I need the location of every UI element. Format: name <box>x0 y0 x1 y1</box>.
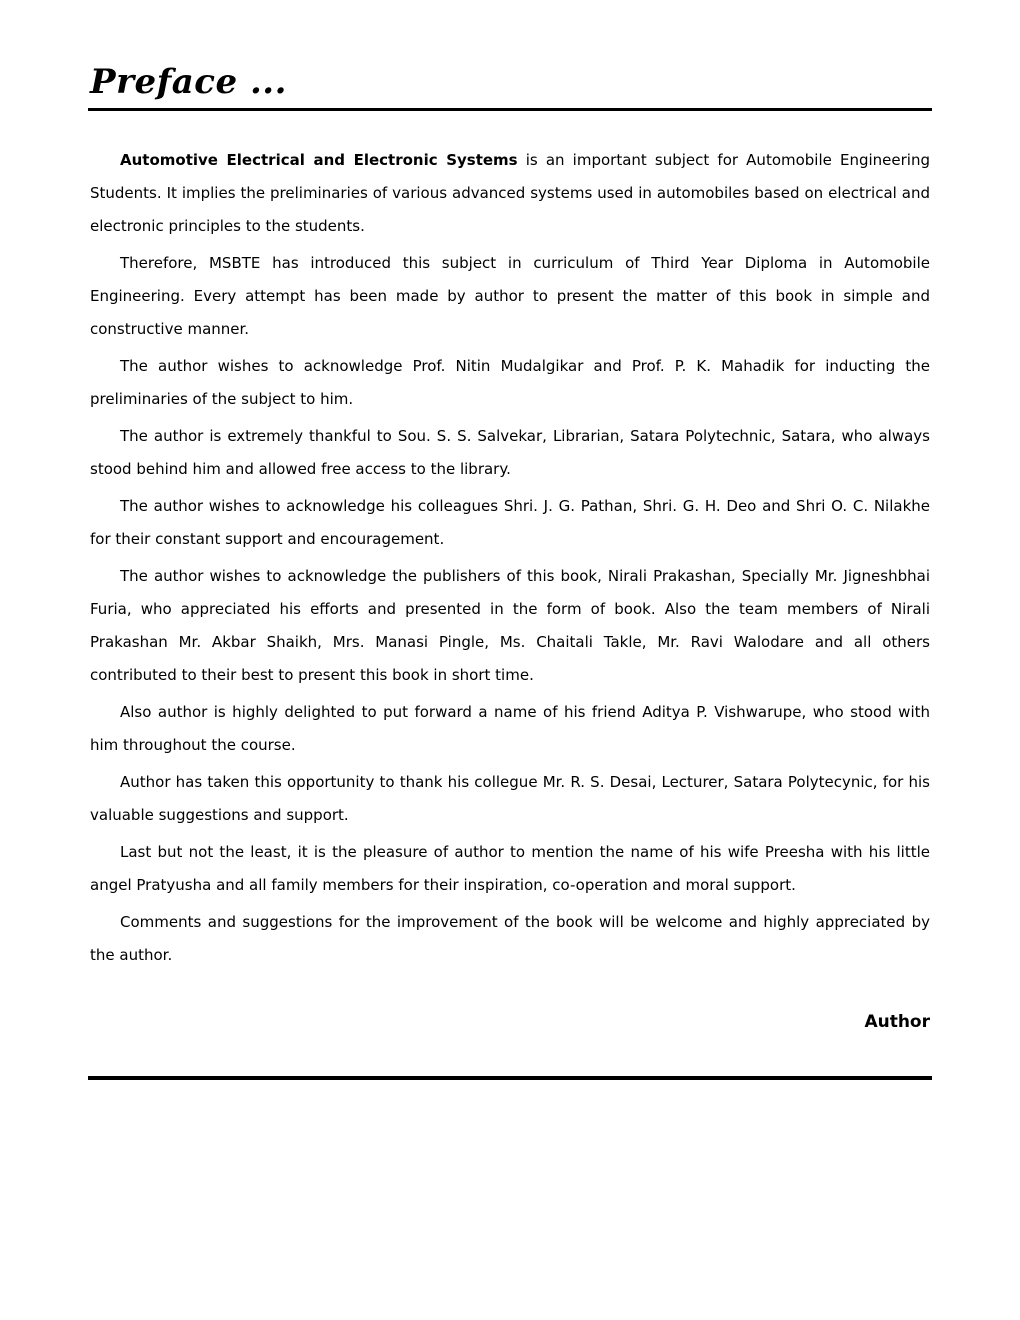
paragraph: The author wishes to acknowledge Prof. Nitin Mudalgikar and Prof. P. K. Mahadik for inducting the preliminaries of the subject to him. <box>90 357 930 408</box>
title-divider <box>88 108 932 111</box>
paragraph: Last but not the least, it is the pleasure of author to mention the name of his wife Preesha with his little angel Pratyusha and all family members for their inspiration, co-operation and moral support. <box>90 843 930 894</box>
paragraph: Also author is highly delighted to put forward a name of his friend Aditya P. Vishwarupe, who stood with him throughout the course. <box>90 703 930 754</box>
subject-name: Automotive Electrical and Electronic Systems <box>120 151 518 169</box>
paragraph: Therefore, MSBTE has introduced this subject in curriculum of Third Year Diploma in Automobile Engineering. Every attempt has been made by author to present the matter of this book in simple and constructive manner. <box>90 254 930 338</box>
paragraph: The author is extremely thankful to Sou. S. S. Salvekar, Librarian, Satara Polytechnic, Satara, who always stood behind him and allowed free access to the library. <box>90 427 930 478</box>
preface-body <box>90 144 930 976</box>
paragraph: The author wishes to acknowledge the publishers of this book, Nirali Prakashan, Specially Mr. Jigneshbhai Furia, who appreciated his efforts and presented in the form of book. Also the team members of Nirali Prakashan Mr. Akbar Shaikh, Mrs. Manasi Pingle, Ms. Chaitali Takle, Mr. Ravi Walodare and all others contributed to their best to present this book in short time. <box>90 567 930 684</box>
paragraph: The author wishes to acknowledge his colleagues Shri. J. G. Pathan, Shri. G. H. Deo and Shri O. C. Nilakhe for their constant support and encouragement. <box>90 497 930 548</box>
paragraph: Author has taken this opportunity to thank his collegue Mr. R. S. Desai, Lecturer, Satara Polytecynic, for his valuable suggestions and support. <box>90 773 930 824</box>
page-title: Preface ... <box>90 62 287 102</box>
paragraph: Comments and suggestions for the improvement of the book will be welcome and highly appreciated by the author. <box>90 913 930 964</box>
author-signature: Author <box>864 1012 930 1032</box>
bottom-divider <box>88 1076 932 1080</box>
paragraph: Automotive Electrical and Electronic Systems is an important subject for Automobile Engineering Students. It implies the preliminaries of various advanced systems used in automobiles based on electrical and electronic principles to the students. <box>90 151 931 235</box>
